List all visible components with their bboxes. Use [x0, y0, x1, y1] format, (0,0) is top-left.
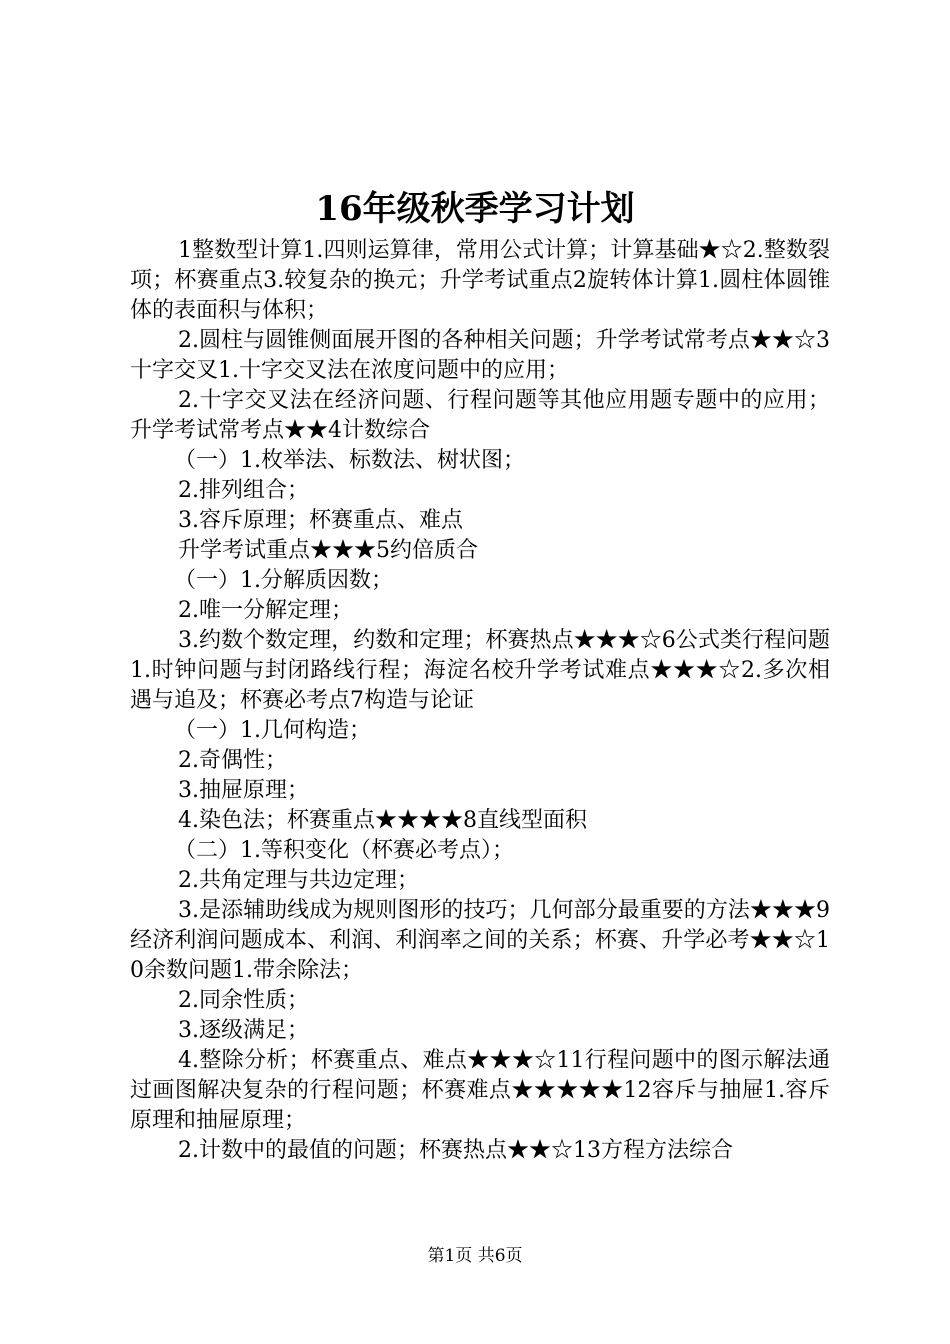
document-title: 16年级秋季学习计划 [315, 189, 635, 229]
paragraph: 2.共角定理与共边定理； [178, 868, 419, 893]
paragraph: 2.同余性质； [178, 988, 309, 1013]
paragraph: 2.十字交叉法在经济问题、行程问题等其他应用题专题中的应用；升学考试常考点★★4计数综合 [130, 388, 830, 443]
paragraph: 3.逐级满足； [178, 1018, 309, 1043]
paragraph: 升学考试重点★★★5约倍质合 [178, 538, 478, 563]
paragraph: （一）1.分解质因数； [174, 568, 393, 593]
paragraph: 2.圆柱与圆锥侧面展开图的各种相关问题；升学考试常考点★★☆3十字交叉1.十字交叉法在浓度问题中的应用； [130, 328, 830, 383]
page-footer: 第1页 共6页 [427, 1246, 523, 1266]
paragraph: 2.奇偶性； [178, 748, 287, 773]
paragraph: （一）1.枚举法、标数法、树状图； [174, 448, 525, 473]
paragraph: 4.染色法；杯赛重点★★★★8直线型面积 [178, 808, 587, 833]
paragraph: 3.容斥原理；杯赛重点、难点 [178, 508, 463, 533]
paragraph: 3.是添辅助线成为规则图形的技巧；几何部分最重要的方法★★★9经济利润问题成本、利润、利润率之间的关系；杯赛、升学必考★★☆10余数问题1.带余除法； [130, 898, 830, 983]
paragraph: 4.整除分析；杯赛重点、难点★★★☆11行程问题中的图示解法通过画图解决复杂的行程问题；杯赛难点★★★★★12容斥与抽屉1.容斥原理和抽屉原理； [130, 1048, 830, 1133]
document-body [130, 236, 830, 1166]
paragraph: 3.约数个数定理，约数和定理；杯赛热点★★★☆6公式类行程问题1.时钟问题与封闭路线行程；海淀名校升学考试难点★★★☆2.多次相遇与追及；杯赛必考点7构造与论证 [130, 628, 830, 713]
paragraph: （一）1.几何构造； [174, 718, 371, 743]
paragraph: （二）1.等积变化（杯赛必考点）； [174, 838, 514, 863]
paragraph: 2.排列组合； [178, 478, 309, 503]
paragraph: 2.唯一分解定理； [178, 598, 353, 623]
paragraph: 1整数型计算1.四则运算律，常用公式计算；计算基础★☆2.整数裂项；杯赛重点3.较复杂的换元；升学考试重点2旋转体计算1.圆柱体圆锥体的表面积与体积； [130, 238, 830, 323]
paragraph: 2.计数中的最值的问题；杯赛热点★★☆13方程方法综合 [178, 1138, 733, 1163]
paragraph: 3.抽屉原理； [178, 778, 309, 803]
